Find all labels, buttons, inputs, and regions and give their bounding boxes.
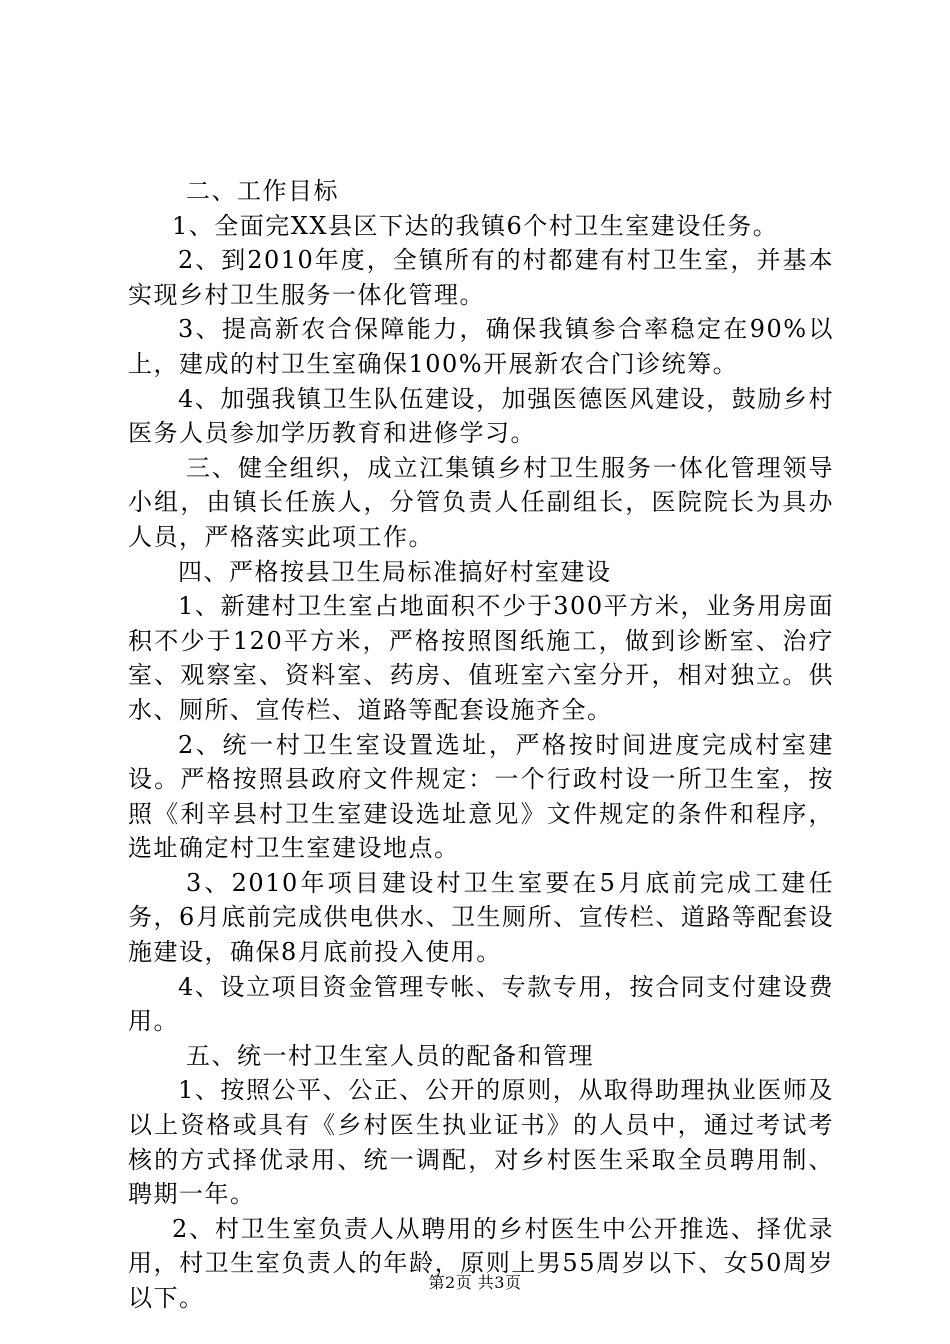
paragraph: 1、新建村卫生室占地面积不少于300平方米，业务用房面积不少于120平方米，严格按照图纸施工，做到诊断室、治疗室、观察室、资料室、药房、值班室六室分开，相对独立。供水、厕所、宣传栏、道路等配套设施齐全。	[128, 592, 834, 724]
document-body	[128, 174, 834, 1316]
section-heading-4: 四、严格按县卫生局标准搞好村室建设	[178, 557, 612, 586]
paragraph: 1、全面完XX县区下达的我镇6个村卫生室建设任务。	[172, 211, 779, 240]
section-heading-2: 二、工作目标	[186, 177, 339, 205]
paragraph: 2、村卫生室负责人从聘用的乡村医生中公开推选、择优录用，村卫生室负责人的年龄，原则上男55周岁以下、女50周岁以下。	[128, 1214, 834, 1312]
page-footer: 第2页 共3页	[428, 1273, 522, 1292]
paragraph: 2、统一村卫生室设置选址，严格按时间进度完成村室建设。严格按照县政府文件规定：一个行政村设一所卫生室，按照《利辛县村卫生室建设选址意见》文件规定的条件和程序，选址确定村卫生室建设地点。	[128, 730, 834, 863]
paragraph: 2、到2010年度，全镇所有的村都建有村卫生室，并基本实现乡村卫生服务一体化管理。	[128, 246, 834, 309]
paragraph: 4、设立项目资金管理专帐、专款专用，按合同支付建设费用。	[128, 972, 834, 1036]
paragraph: 1、按照公平、公正、公开的原则，从取得助理执业医师及以上资格或具有《乡村医生执业证书》的人员中，通过考试考核的方式择优录用、统一调配，对乡村医生采取全员聘用制、聘期一年。	[128, 1076, 834, 1209]
section-heading-3: 三、健全组织，成立江集镇乡村卫生服务一体化管理领导小组，由镇长任族人，分管负责人任副组长，医院院长为具办人员，严格落实此项工作。	[128, 453, 834, 551]
paragraph: 3、提高新农合保障能力，确保我镇参合率稳定在90%以上，建成的村卫生室确保100%开展新农合门诊统筹。	[128, 315, 834, 378]
section-heading-5: 五、统一村卫生室人员的配备和管理	[186, 1041, 594, 1070]
paragraph: 3、2010年项目建设村卫生室要在5月底前完成工建任务，6月底前完成供电供水、卫生厕所、宣传栏、道路等配套设施建设，确保8月底前投入使用。	[128, 868, 834, 967]
paragraph: 4、加强我镇卫生队伍建设，加强医德医风建设，鼓励乡村医务人员参加学历教育和进修学习。	[128, 384, 834, 448]
